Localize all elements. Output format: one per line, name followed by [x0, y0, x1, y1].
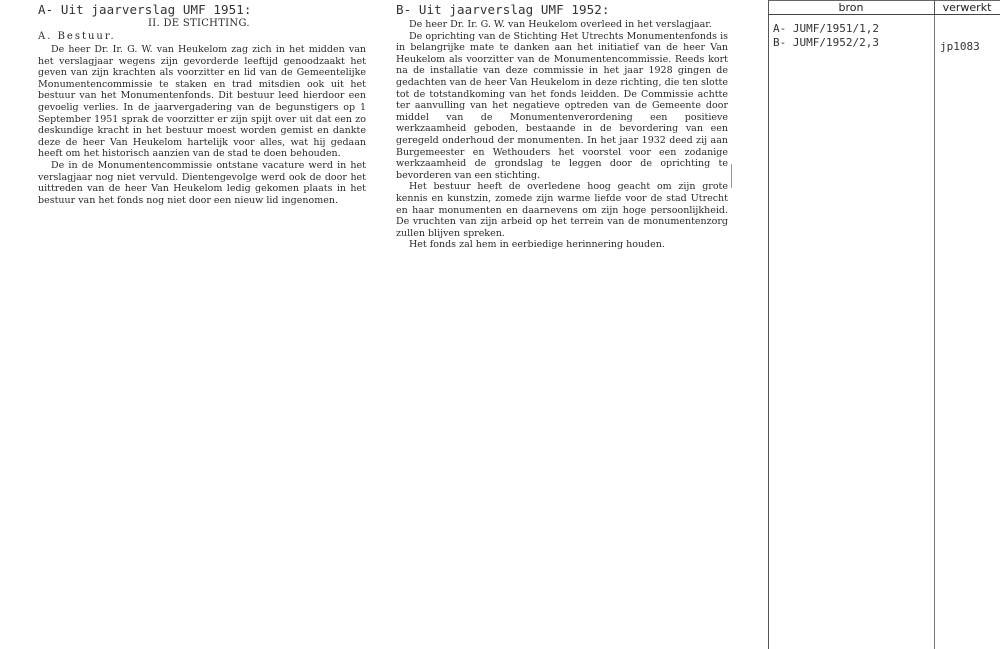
- source-table: [768, 0, 1000, 649]
- paragraph: De in de Monumentencommissie ontstane vacature werd in het verslagjaar nog niet vervuld. Dientengevolge werd ook de door het uittreden van de heer Van Heukelom ledig gekomen plaats in het bestuur van het fonds nog niet door een nieuw lid ingenomen.: [38, 159, 366, 206]
- section-title: II. DE STICHTING.: [148, 18, 250, 29]
- header-bron: bron: [838, 1, 864, 14]
- column-b-heading: B- Uit jaarverslag UMF 1952:: [396, 2, 610, 17]
- paragraph: Het fonds zal hem in eerbiedige herinnering houden.: [409, 239, 665, 251]
- table-header-underline: [768, 14, 1000, 15]
- column-a-body: [38, 44, 366, 206]
- paragraph: De heer Dr. Ir. G. W. van Heukelom zag zich in het midden van het verslagjaar wegens zijn gevorderde leeftijd genoodzaakt het geven van zijn krachten als voorzitter en lid van de Gemeentelijke Monumentencommissie te staken en trad mitsdien ook uit het bestuur van het Monumentenfonds. Dit bestuur leed hierdoor een gevoelig verlies. In de jaarvergadering van de begunstigers op 1 September 1951 sprak de voorzitter er zijn spijt over uit dat een zo deskundige kracht in het bestuur moest worden gemist en dankte deze de heer Van Heukelom hartelijk voor alles, wat hij gedaan heeft om het historisch aanzien van de stad te doen behouden.: [38, 44, 366, 160]
- margin-mark: [731, 164, 732, 188]
- table-column-divider: [934, 14, 935, 649]
- bron-entry: A- JUMF/1951/1,2: [773, 22, 879, 35]
- column-a-heading: A- Uit jaarverslag UMF 1951:: [38, 2, 252, 17]
- bron-entry: B- JUMF/1952/2,3: [773, 36, 879, 49]
- paragraph: De oprichting van de Stichting Het Utrechts Monumentenfonds is in belangrijke mate te danken aan het initiatief van de heer Van Heukelom als voorzitter van de Monumentencommissie. Reeds kort na de installatie van deze commissie in het jaar 1928 gingen de gedachten van de heer Van Heukelom in deze richting, die ten slotte tot de totstandkoming van het fonds leidden. De Commissie achtte ter aanvulling van het negatieve optreden van de Gemeente door middel van de Monumentenverordening een positieve werkzaamheid geboden, bestaande in de bevordering van een geregeld onderhoud der monumenten. In het jaar 1932 deed zij aan Burgemeester en Wethouders het voorstel voor een zodanige werkzaamheid de grondslag te leggen door de oprichting te bevorderen van een stichting.: [396, 30, 728, 181]
- paragraph: Het bestuur heeft de overledene hoog geacht om zijn grote kennis en kunstzin, zomede zijn warme liefde voor de stad Utrecht en haar monumenten en daarnevens om zijn hoge persoonlijkheid. De vruchten van zijn arbeid op het terrein van de monumentenzorg zullen blijven spreken.: [396, 181, 728, 239]
- sub-heading: A. Bestuur.: [38, 31, 116, 42]
- header-verwerkt: verwerkt: [942, 1, 992, 14]
- table-left-border: [768, 0, 769, 649]
- paragraph: De heer Dr. Ir. G. W. van Heukelom overleed in het verslagjaar.: [409, 19, 712, 30]
- verwerkt-entry: jp1083: [940, 40, 980, 53]
- bron-entries: [773, 22, 879, 50]
- column-b-body: [396, 19, 728, 251]
